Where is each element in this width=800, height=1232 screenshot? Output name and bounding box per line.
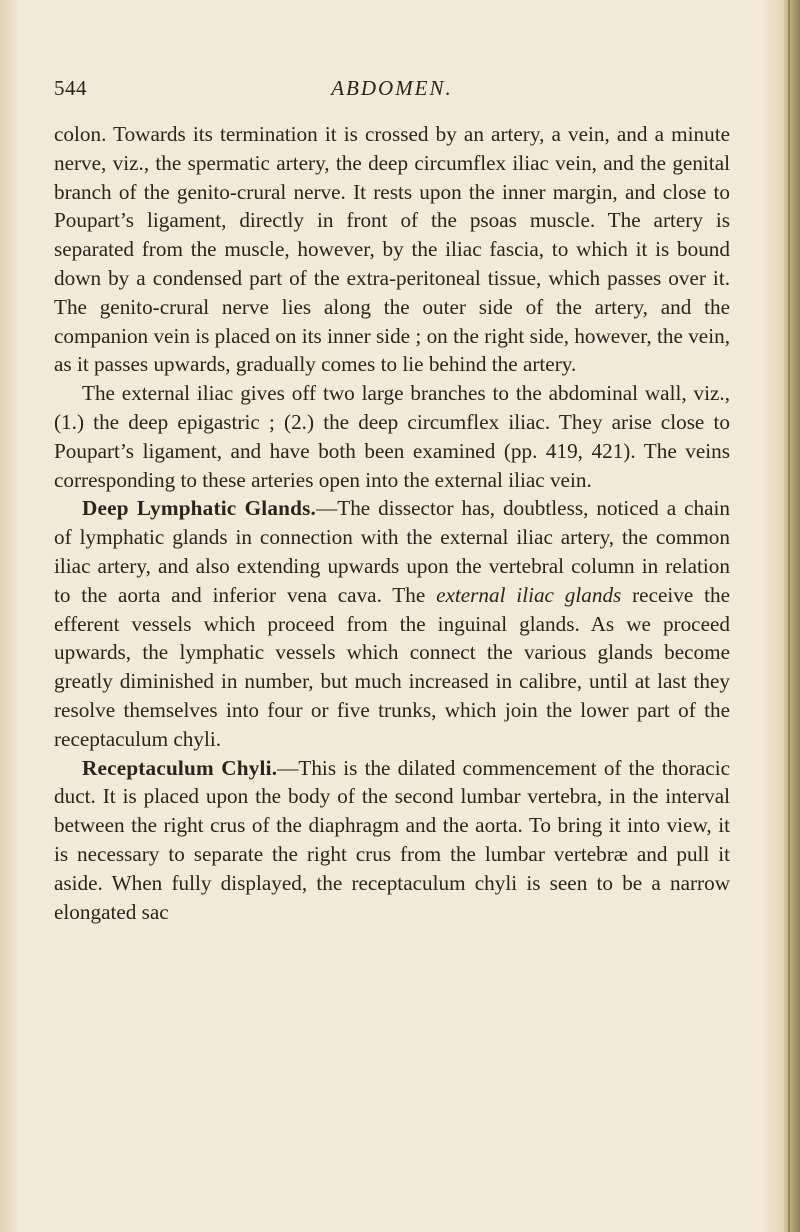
paragraph-3-text-before: —The dissector has, doubtless, noticed a chain of lymphatic glands in connection with the external iliac artery, the common iliac artery, and also extending upwards upon the vertebral column in relation to the aorta and inferior vena cava. The bbox=[54, 496, 730, 607]
section-heading-receptaculum-chyli: Receptaculum Chyli. bbox=[82, 755, 278, 780]
page-number: 544 bbox=[54, 76, 87, 100]
page-left-edge bbox=[0, 0, 18, 1232]
italic-term-external-iliac-glands: external iliac glands bbox=[436, 582, 622, 607]
paragraph-4-text: —This is the dilated commencement of the thoracic duct. It is placed upon the body of the second lumbar vertebra, in the interval between the right crus of the diaphragm and the aorta. To bring it into view, it is necessary to separate the right crus from the lumbar vertebræ and pull it aside. When fully displayed, the receptaculum chyli is seen to be a narrow elongated sac bbox=[54, 755, 730, 924]
section-heading-deep-lymphatic-glands: Deep Lymphatic Glands. bbox=[82, 496, 317, 521]
page-header bbox=[54, 76, 730, 106]
gutter-line bbox=[788, 0, 790, 1232]
paragraph-receptaculum-chyli bbox=[54, 754, 730, 927]
paragraph-deep-lymphatic-glands bbox=[54, 494, 730, 753]
paragraph-3-text-after: receive the efferent vessels which proceed from the inguinal glands. As we proceed upwards, the lymphatic vessels which connect the various glands become greatly diminished in number, but much increased in calibre, until at last they resolve themselves into four or five trunks, which join the lower part of the receptaculum chyli. bbox=[54, 582, 730, 751]
paragraph-1: colon. Towards its termination it is crossed by an artery, a vein, and a minute nerve, viz., the spermatic artery, the deep circumflex iliac vein, and the genital branch of the genito-crural nerve. It rests upon the inner margin, and close to Poupart’s ligament, directly in front of the psoas muscle. The artery is separated from the muscle, however, by the iliac fascia, to which it is bound down by a condensed part of the extra-peritoneal tissue, which passes over it. The genito-crural nerve lies along the outer side of the artery, and the companion vein is placed on its inner side ; on the right side, however, the vein, as it passes upwards, gradually comes to lie behind the artery. bbox=[54, 122, 730, 377]
paragraph-2: The external iliac gives off two large branches to the abdominal wall, viz., (1.) the deep epigastric ; (2.) the deep circumflex iliac. They arise close to Poupart’s ligament, and have both been examined (pp. 419, 421). The veins corresponding to these arteries open into the external iliac vein. bbox=[54, 381, 730, 492]
page-gutter-shadow bbox=[784, 0, 800, 1232]
body-text bbox=[54, 120, 730, 926]
running-head: ABDOMEN. bbox=[331, 76, 453, 100]
